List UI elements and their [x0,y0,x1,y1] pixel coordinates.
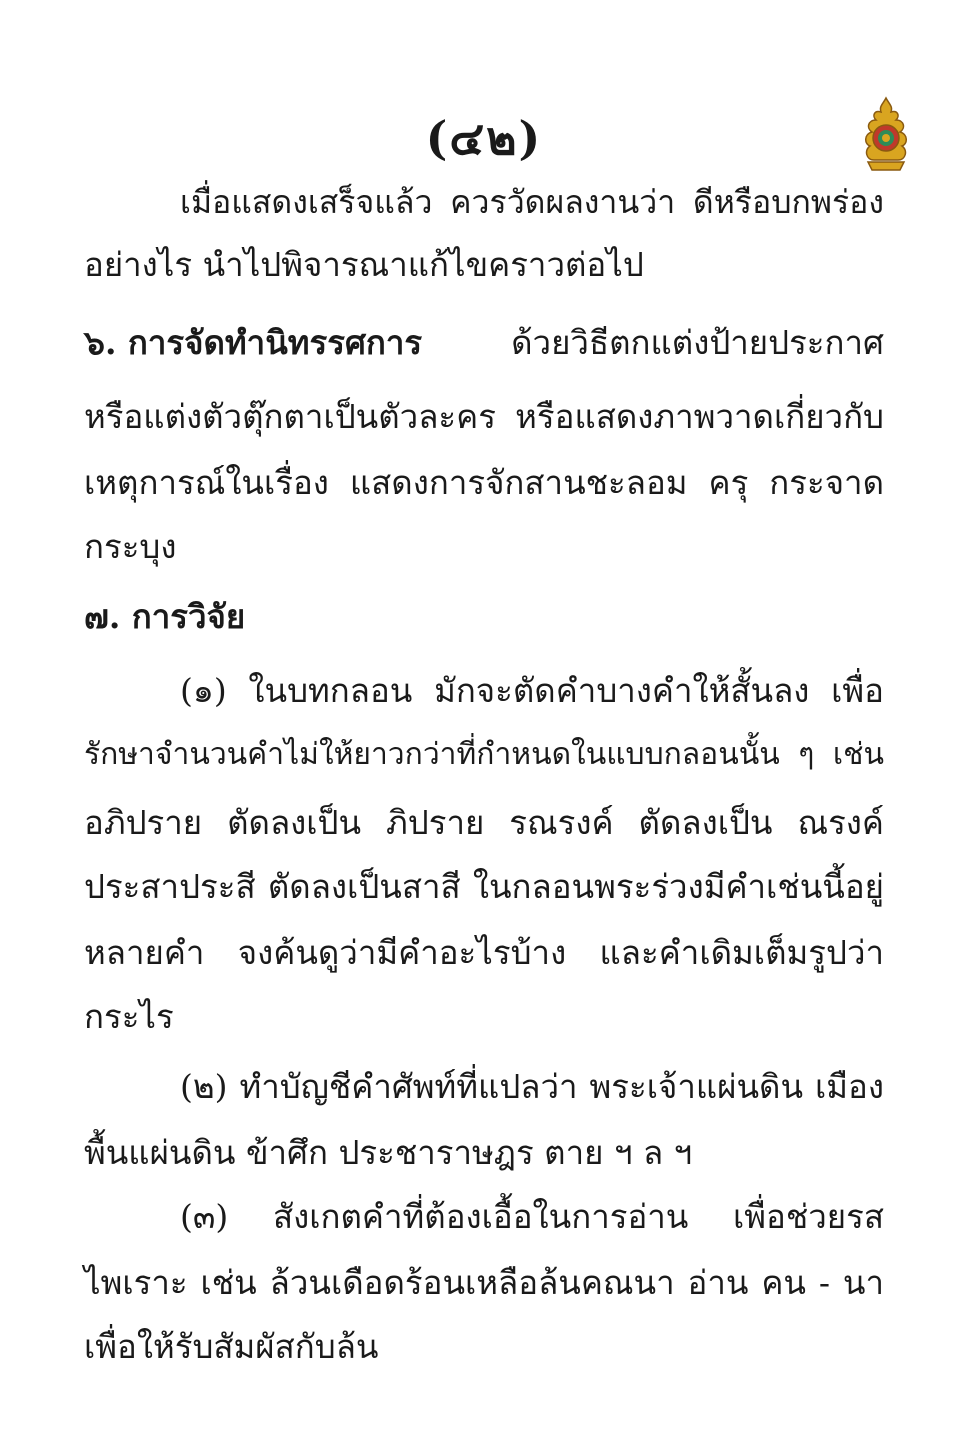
item-1-line-3: อภิปราย ตัดลงเป็น ภิปราย รณรงค์ ตัดลงเป็น ณรงค์ [84,803,884,842]
item-1-line-6: กระไร [84,997,174,1036]
item-1-line-2: รักษาจำนวนคำไม่ให้ยาวกว่าที่กำหนดในแบบกลอนนั้น ๆ เช่น [84,737,884,772]
intro-line-1: เมื่อแสดงเสร็จแล้ว ควรวัดผลงานว่า ดีหรือบกพร่อง [180,183,884,221]
item-2-line-2: พื้นแผ่นดิน ข้าศึก ประชาราษฎร ตาย ฯ ล ฯ [84,1133,693,1172]
page-number: (๔๒) [425,111,543,165]
section-6-line-2: หรือแต่งตัวตุ๊กตาเป็นตัวละคร หรือแสดงภาพวาดเกี่ยวกับ [84,397,884,436]
item-3-line-3: เพื่อให้รับสัมผัสกับล้น [84,1327,379,1366]
section-6-heading: ๖. การจัดทำนิทรรศการ [84,323,423,362]
section-6-line-4: กระบุง [84,527,177,566]
item-1-line-5: หลายคำ จงค้นดูว่ามีคำอะไรบ้าง และคำเดิมเต็มรูปว่า [84,933,884,972]
intro-line-2: อย่างไร นำไปพิจารณาแก้ไขคราวต่อไป [84,245,644,284]
section-6-heading-row [84,323,884,362]
section-6-heading-rest: ด้วยวิธีตกแต่งป้ายประกาศ [511,323,884,362]
item-3-line-2: ไพเราะ เช่น ล้วนเดือดร้อนเหลือล้นคณนา อ่าน คน - นา [84,1263,884,1302]
section-6-line-3: เหตุการณ์ในเรื่อง แสดงการจักสานชะลอม ครุ กระจาด [84,463,884,502]
section-7-heading: ๗. การวิจัย [84,597,246,636]
item-3-line-1: (๓) สังเกตคำที่ต้องเอื้อในการอ่าน เพื่อช่วยรส [180,1197,884,1236]
item-1-line-4: ประสาประสี ตัดลงเป็นสาสี ในกลอนพระร่วงมีคำเช่นนี้อยู่ [84,867,884,906]
item-1-line-1: (๑) ในบทกลอน มักจะตัดคำบางคำให้สั้นลง เพื่อ [180,671,884,710]
item-2-line-1: (๒) ทำบัญชีคำศัพท์ที่แปลว่า พระเจ้าแผ่นดิน เมือง [180,1067,884,1106]
emblem-logo [858,96,914,172]
